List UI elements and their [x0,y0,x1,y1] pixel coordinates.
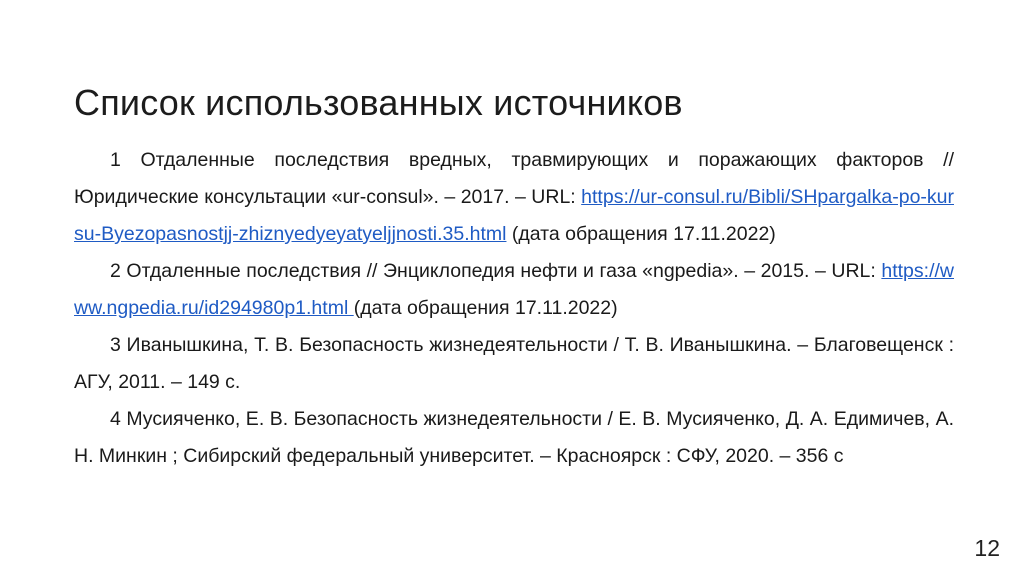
reference-link[interactable]: https://www.ngpedia.ru/id294980p1.html [74,260,954,319]
reference-text: (дата обращения 17.11.2022) [353,297,618,319]
reference-item-3 [74,327,954,401]
reference-text: 4 Мусияченко, Е. В. Безопасность жизнедеятельности / Е. В. Мусияченко, Д. А. Едимичев, А. Н. Минкин ; Сибирский федеральный университет. – Красноярск : СФУ, 2020. – 356 с [74,408,954,467]
reference-item-2 [74,253,954,327]
reference-item-1 [74,142,954,253]
reference-list [74,142,954,475]
reference-text: 3 Иванышкина, Т. В. Безопасность жизнедеятельности / Т. В. Иванышкина. – Благовещенск : АГУ, 2011. – 149 с. [74,334,954,393]
reference-text: 1 Отдаленные последствия вредных, травмирующих и поражающих факторов // Юридические консультации «ur-consul». – 2017. – URL: [74,149,954,208]
reference-item-4 [74,401,954,475]
page-number: 12 [974,535,1000,561]
reference-link[interactable]: https://ur-consul.ru/Bibli/SHpargalka-po-kursu-Byezopasnostjj-zhiznyedyeyatyeljjnosti.35.html [74,186,954,245]
reference-text: 2 Отдаленные последствия // Энциклопедия нефти и газа «ngpedia». – 2015. – URL: [110,260,882,282]
page-title: Список использованных источников [74,82,683,124]
reference-text: (дата обращения 17.11.2022) [506,223,776,245]
